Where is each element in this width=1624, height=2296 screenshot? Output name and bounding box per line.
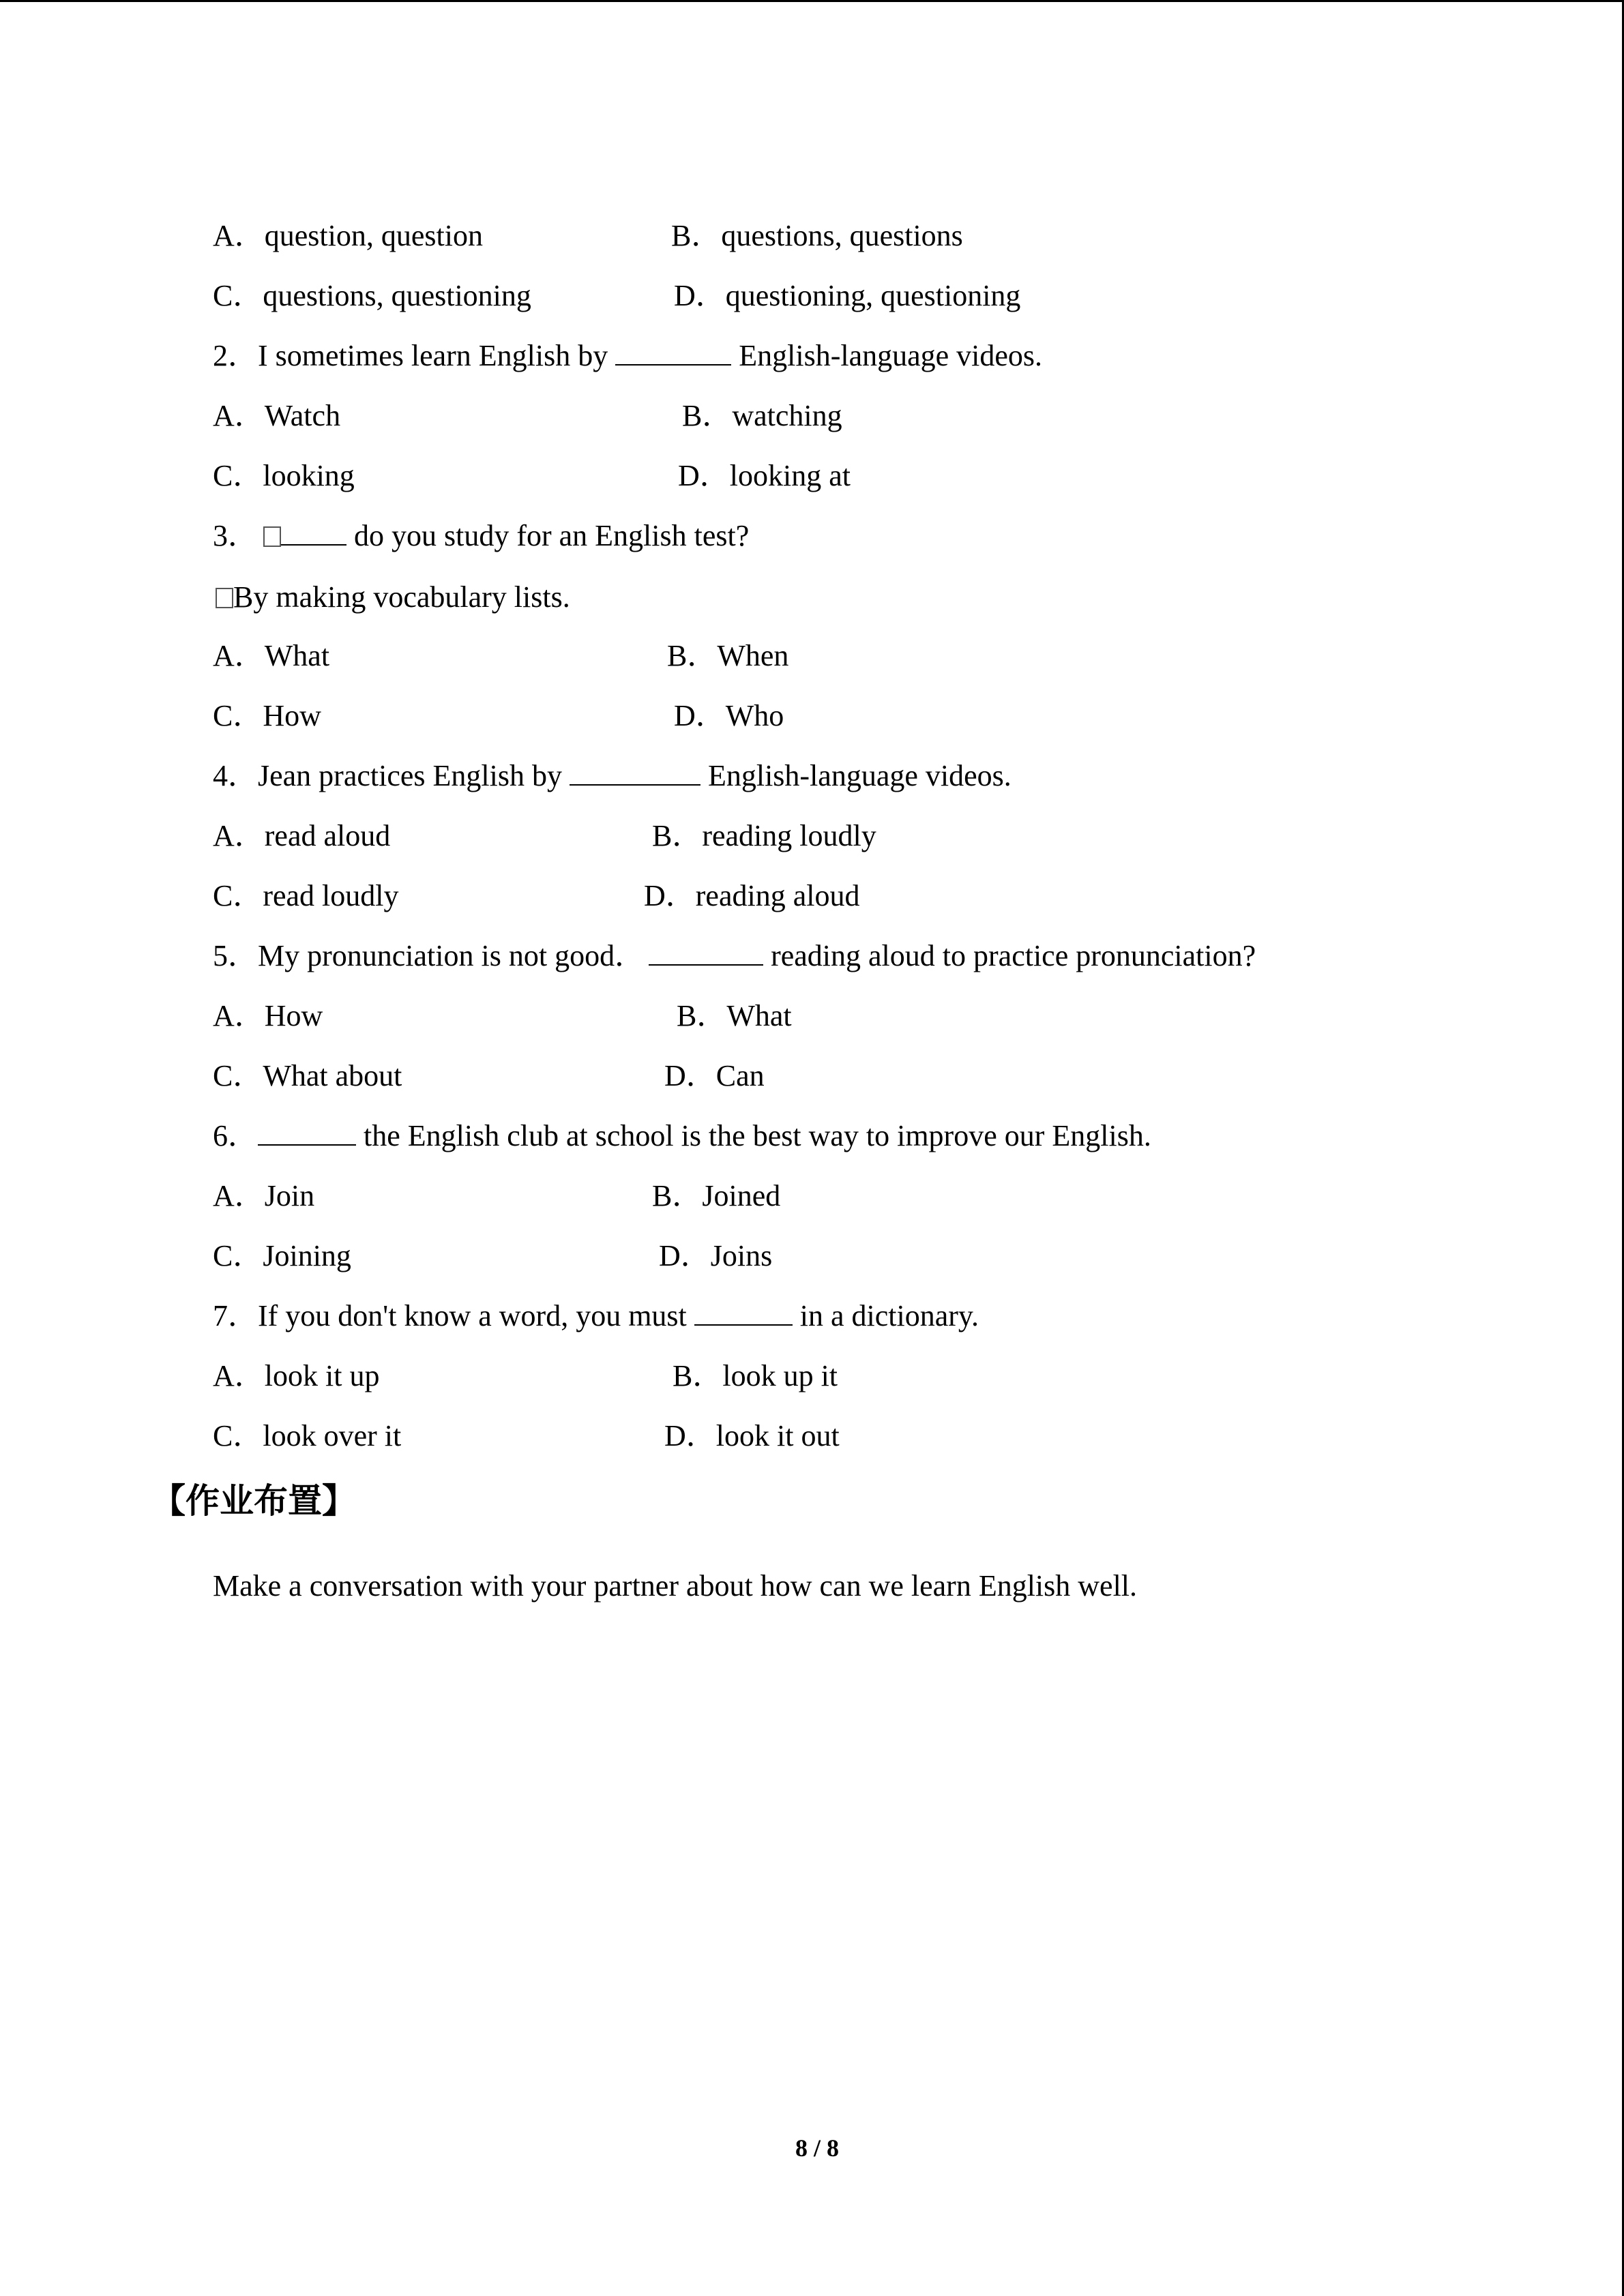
q2-text-after: English-language videos. — [731, 339, 1043, 372]
q2-number: 2． — [213, 339, 258, 372]
q3-answer-line — [216, 577, 570, 618]
q5-text-after: reading aloud to practice pronunciation? — [763, 939, 1256, 972]
q7-option-c: C．look over it — [213, 1419, 402, 1452]
q5-option-b: B．What — [677, 999, 792, 1032]
q2-option-d: D．looking at — [678, 459, 851, 492]
q6-option-a: A．Join — [213, 1179, 315, 1212]
q4-blank — [570, 757, 700, 786]
homework-text: Make a conversation with your partner about how can we learn English well. — [213, 1569, 1138, 1602]
q3-option-b: B．When — [667, 639, 789, 672]
q7-option-d: D．look it out — [664, 1419, 840, 1452]
q2-stem — [213, 336, 1042, 376]
q2-option-c: C．looking — [213, 459, 355, 492]
q6-text-after: the English club at school is the best way to improve our English. — [356, 1119, 1151, 1152]
q4-text-after: English-language videos. — [700, 759, 1012, 792]
q1-option-a: A．question, question — [213, 219, 483, 252]
q5-stem — [213, 936, 1256, 976]
q2-option-a: A．Watch — [213, 399, 341, 432]
q4-text-before: Jean practices English by — [258, 759, 570, 792]
q2-blank — [615, 337, 731, 366]
q3-blank — [281, 517, 346, 546]
q1-option-b: B．questions, questions — [671, 219, 963, 252]
q5-blank — [649, 937, 763, 966]
q3-stem — [213, 516, 749, 556]
q5-option-a: A．How — [213, 999, 323, 1032]
q3-text-after: do you study for an English test? — [346, 519, 750, 552]
q6-option-d: D．Joins — [659, 1239, 773, 1272]
q2-option-b: B．watching — [682, 399, 842, 432]
q3-number: 3． — [213, 519, 258, 552]
q3-option-a: A．What — [213, 639, 330, 672]
q7-stem — [213, 1296, 979, 1337]
q5-option-d: D．Can — [664, 1059, 765, 1092]
page-number: 8 / 8 — [795, 2134, 840, 2162]
q3-answer-text: By making vocabulary lists. — [233, 580, 570, 614]
q5-text-before: My pronunciation is not good． — [258, 939, 645, 972]
q3-option-d: D．Who — [674, 699, 784, 732]
q7-blank — [694, 1297, 793, 1326]
q7-text-after: in a dictionary. — [792, 1299, 979, 1332]
q1-option-d: D．questioning, questioning — [674, 279, 1021, 312]
missing-glyph-box — [216, 588, 233, 608]
q7-option-a: A．look it up — [213, 1359, 380, 1392]
homework-heading: 【作业布置】 — [151, 1481, 356, 1521]
q6-option-c: C．Joining — [213, 1239, 351, 1272]
q4-option-d: D．reading aloud — [644, 879, 860, 912]
q7-option-b: B．look up it — [673, 1359, 838, 1392]
q4-number: 4． — [213, 759, 258, 792]
q5-option-c: C．What about — [213, 1059, 402, 1092]
q3-option-c: C．How — [213, 699, 321, 732]
q4-option-b: B．reading loudly — [652, 819, 876, 852]
missing-glyph-box — [263, 526, 281, 547]
q2-text-before: I sometimes learn English by — [258, 339, 616, 372]
q4-option-a: A．read aloud — [213, 819, 391, 852]
q4-stem — [213, 756, 1012, 796]
q1-option-c: C．questions, questioning — [213, 279, 531, 312]
q7-text-before: If you don't know a word, you must — [258, 1299, 694, 1332]
q6-number: 6． — [213, 1119, 258, 1152]
q6-blank — [258, 1117, 356, 1146]
page-border-top — [0, 0, 1624, 2]
q7-number: 7． — [213, 1299, 258, 1332]
q6-stem — [213, 1116, 1151, 1157]
q6-option-b: B．Joined — [652, 1179, 781, 1212]
q4-option-c: C．read loudly — [213, 879, 399, 912]
q5-number: 5． — [213, 939, 258, 972]
